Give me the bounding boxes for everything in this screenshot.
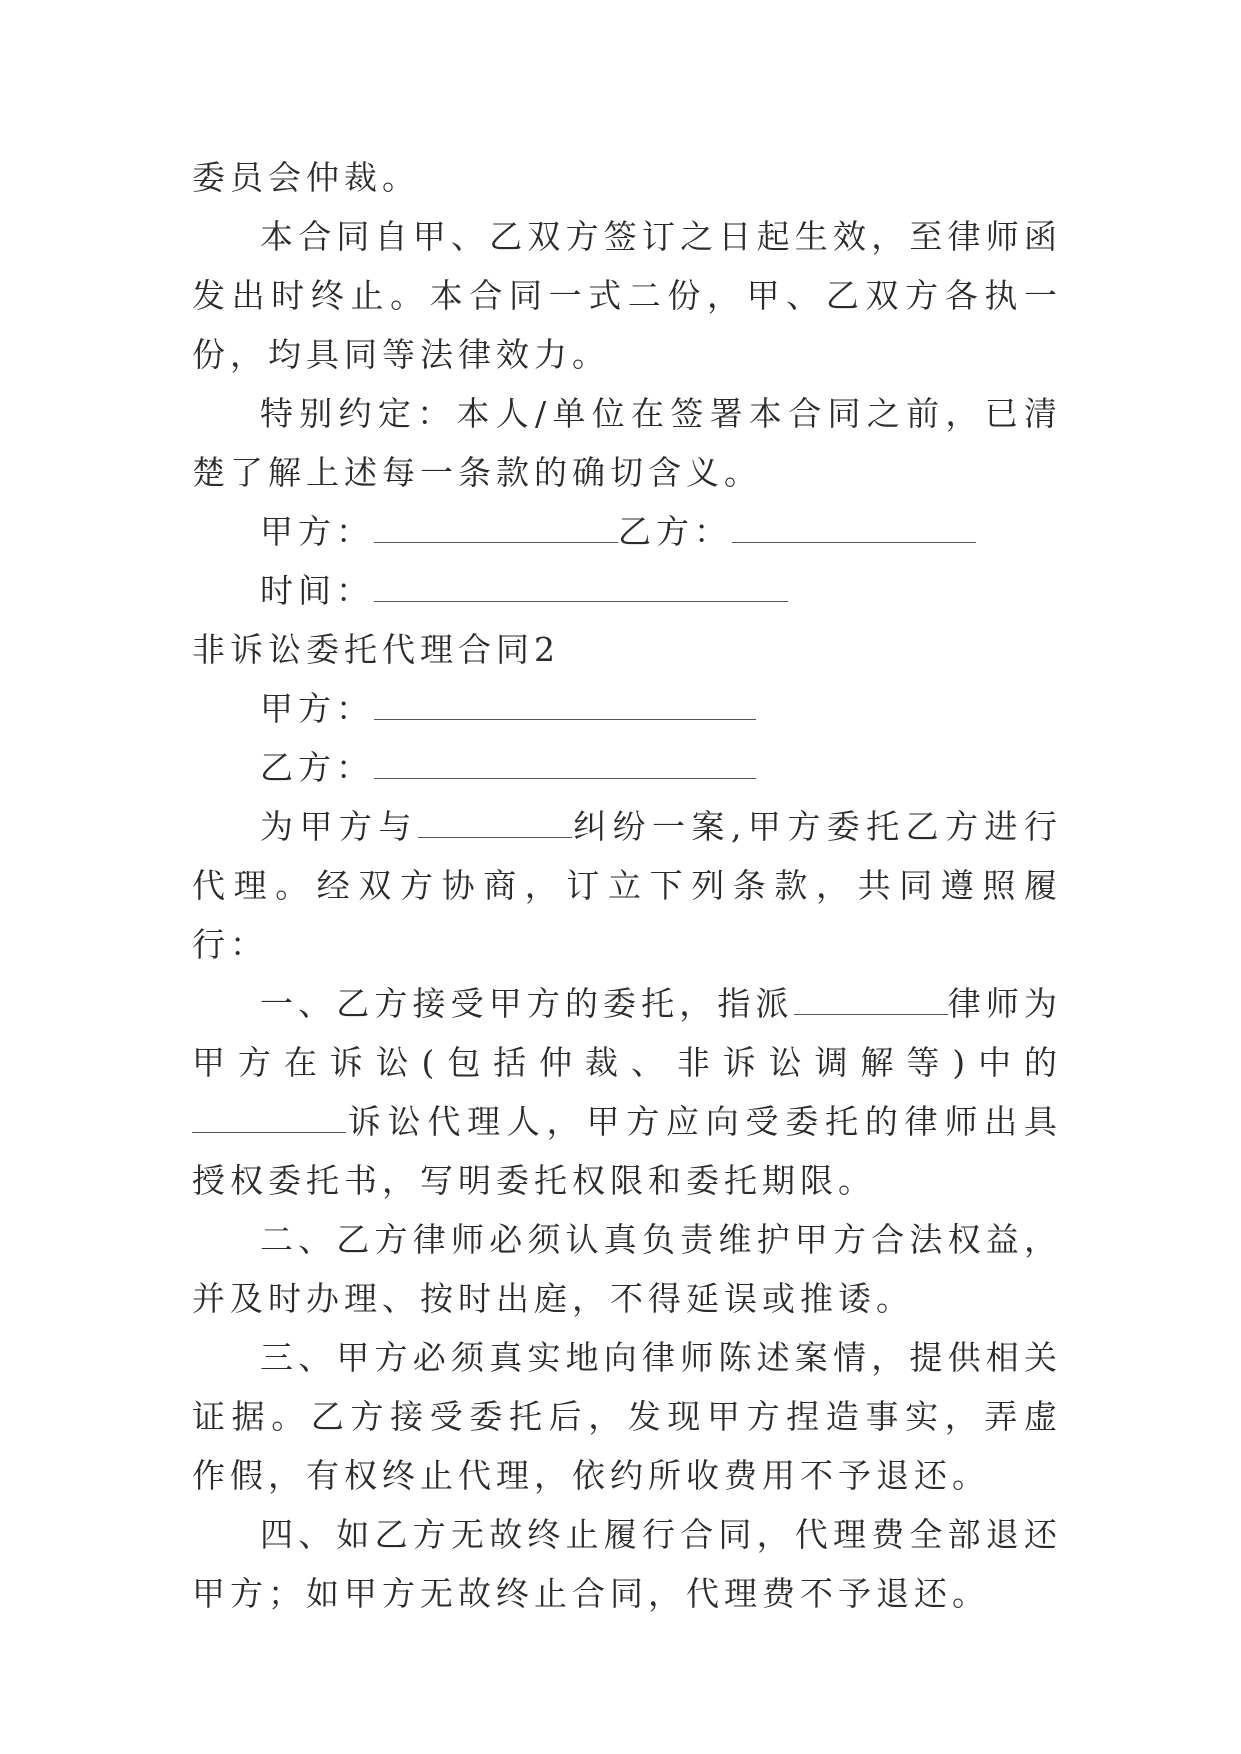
- paragraph-special-agreement: 特别约定：本人/单位在签署本合同之前，已清楚了解上述每一条款的确切含义。: [192, 394, 1062, 492]
- signature-line: [192, 502, 1062, 561]
- signature-time-line: [192, 561, 1062, 620]
- signature-party-a-blank: [374, 515, 618, 543]
- clause-4: 四、如乙方无故终止履行合同，代理费全部退还甲方；如甲方无故终止合同，代理费不予退还。: [192, 1515, 1062, 1613]
- party-a-line: [192, 679, 1062, 738]
- document-body: [192, 148, 1062, 1623]
- intro-text-end: 纠纷一案,甲方委托乙方进行代理。经双方协商，订立下列条款，共同遵照履行：: [192, 807, 1062, 964]
- paragraph-arbitration-tail: 委员会仲裁。: [192, 158, 420, 197]
- signature-party-a-label: 甲方：: [260, 512, 374, 551]
- lawyer-name-blank: [794, 987, 948, 1015]
- party-b-label: 乙方：: [260, 748, 374, 787]
- clause-2: 二、乙方律师必须认真负责维护甲方合法权益，并及时办理、按时出庭，不得延误或推诿。: [192, 1220, 1062, 1318]
- signature-time-label: 时间：: [260, 571, 374, 610]
- clause-1-text-start: 一、乙方接受甲方的委托，指派: [260, 984, 794, 1023]
- party-b-blank: [374, 751, 756, 779]
- dispute-blank: [418, 810, 572, 838]
- paragraph-effective-term: 本合同自甲、乙双方签订之日起生效，至律师函发出时终止。本合同一式二份，甲、乙双方各执一份，均具同等法律效力。: [192, 217, 1062, 374]
- party-a-blank: [374, 692, 756, 720]
- signature-party-b-label: 乙方：: [618, 512, 732, 551]
- clause-1-text-middle: 律师为甲方在诉讼(包括仲裁、非诉讼调解等)中的: [192, 984, 1063, 1082]
- clause-1-text-end: 诉讼代理人，甲方应向受委托的律师出具授权委托书，写明委托权限和委托期限。: [192, 1102, 1062, 1200]
- party-a-label: 甲方：: [260, 689, 374, 728]
- contract-title: 非诉讼委托代理合同2: [192, 630, 560, 669]
- clause-3: 三、甲方必须真实地向律师陈述案情，提供相关证据。乙方接受委托后，发现甲方捏造事实，弄虚作假，有权终止代理，依约所收费用不予退还。: [192, 1338, 1062, 1495]
- agent-role-blank: [192, 1105, 346, 1133]
- signature-party-b-blank: [732, 515, 976, 543]
- intro-text-start: 为甲方与: [260, 807, 418, 846]
- party-b-line: [192, 738, 1062, 797]
- signature-time-blank: [374, 574, 788, 602]
- clause-1: [192, 974, 1062, 1210]
- paragraph-intro: [192, 797, 1062, 974]
